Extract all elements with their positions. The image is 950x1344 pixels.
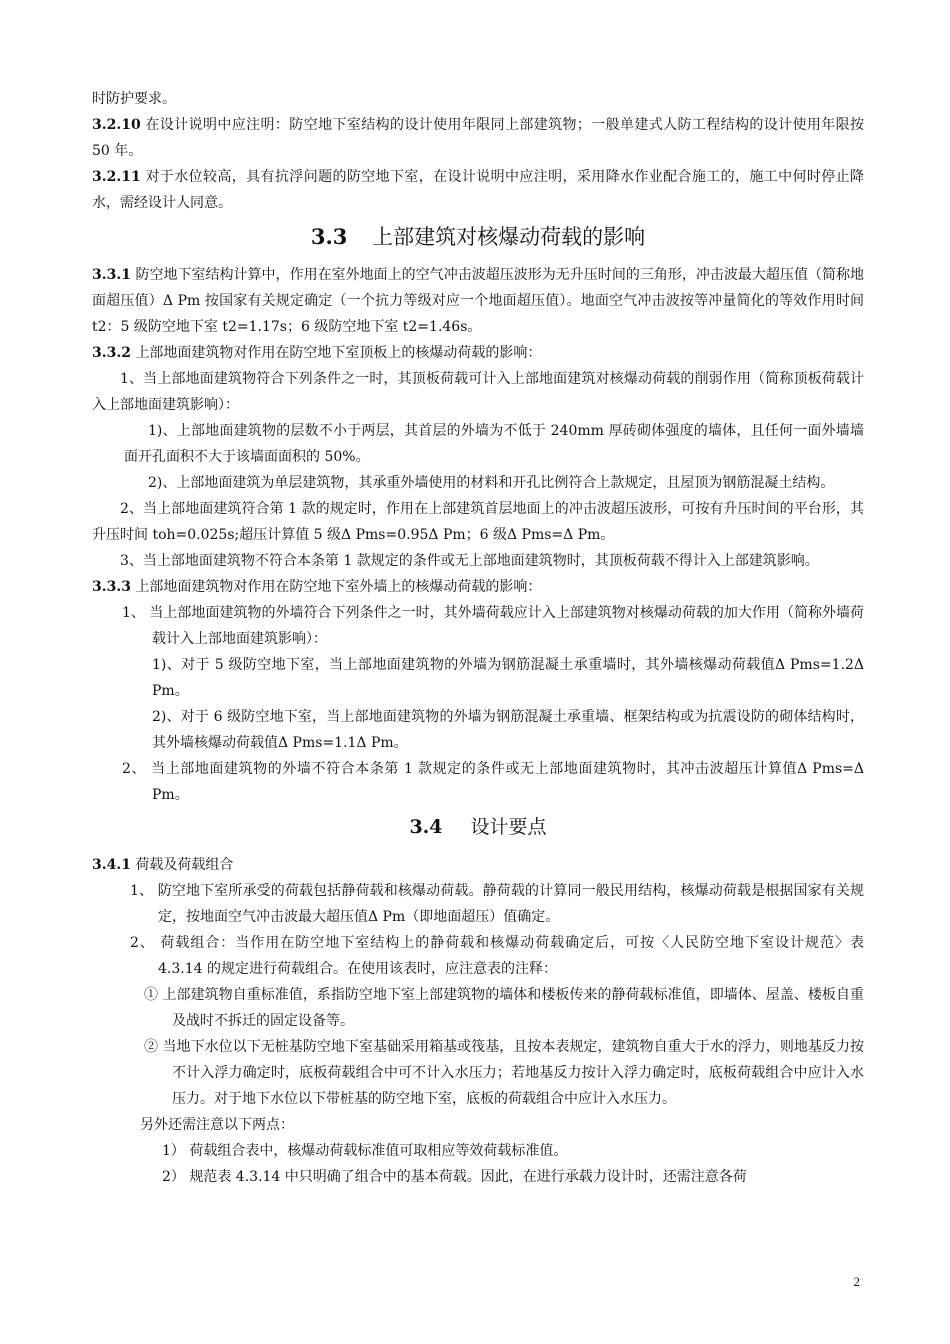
note-intro: 另外还需注意以下两点： bbox=[140, 1117, 294, 1133]
list-subitem: ① 上部建筑物自重标准值，系指防空地下室上部建筑物的墙体和楼板传来的静荷载标准值，即墙体、屋盖、楼板自重及战时不拆迁的固定设备等。 bbox=[144, 987, 864, 1029]
list-subitem: 1） 荷载组合表中，核爆动荷载标准值可取相应等效荷载标准值。 bbox=[162, 1143, 568, 1159]
clause-text: 对于水位较高，具有抗浮问题的防空地下室，在设计说明中应注明，采用降水作业配合施工的，施工中何时停止降水，需经设计人同意。 bbox=[92, 169, 864, 211]
section-title: 设计要点 bbox=[470, 816, 547, 838]
list-item: 2、 荷载组合：当作用在防空地下室结构上的静荷载和核爆动荷载确定后，可按〈人民防空地下室设计规范〉表 4.3.14 的规定进行荷载组合。在使用该表时，应注意表的注释： bbox=[130, 935, 864, 977]
document-page bbox=[92, 86, 864, 1190]
page-number: 2 bbox=[853, 1274, 860, 1289]
list-subitem: 2)、对于 6 级防空地下室，当上部地面建筑物的外墙为钢筋混凝土承重墙、框架结构或为抗震设防的砌体结构时，其外墙核爆动荷载值Δ Pms=1.1Δ Pm。 bbox=[152, 709, 864, 751]
list-subitem: 2)、上部地面建筑为单层建筑物，其承重外墙使用的材料和开孔比例符合上款规定，且屋顶为钢筋混凝土结构。 bbox=[148, 475, 835, 491]
clause-title: 荷载及荷载组合 bbox=[135, 857, 234, 873]
clause-text: 防空地下室结构计算中，作用在室外地面上的空气冲击波超压波形为无升压时间的三角形，冲击波最大超压值（简称地面超压值）Δ Pm 按国家有关规定确定（一个抗力等级对应一个地面超压值）。地面空气冲击波按等冲量简化的等效作用时间 t2：5 级防空地下室 t2=1.17s；6 级防空地下室 t2=1.46s。 bbox=[92, 267, 865, 335]
clause-text: 在设计说明中应注明：防空地下室结构的设计使用年限同上部建筑物；一般单建式人防工程结构的设计使用年限按 50 年。 bbox=[92, 117, 864, 159]
clause-3-2-11 bbox=[92, 164, 864, 216]
list-subitem: 1)、对于 5 级防空地下室，当上部地面建筑物的外墙为钢筋混凝土承重墙时，其外墙核爆动荷载值Δ Pms=1.2Δ Pm。 bbox=[152, 657, 864, 699]
list-subitem: ② 当地下水位以下无桩基防空地下室基础采用箱基或筏基，且按本表规定，建筑物自重大于水的浮力，则地基反力按不计入浮力确定时，底板荷载组合中可不计入水压力；若地基反力按计入浮力确定时，底板荷载组合中应计入水压力。对于地下水位以下带桩基的防空地下室，底板的荷载组合中应计入水压力。 bbox=[144, 1039, 864, 1107]
section-number: 3.4 bbox=[409, 816, 443, 838]
clause-number: 3.2.11 bbox=[92, 169, 141, 185]
clause-3-3-3 bbox=[92, 574, 864, 600]
clause-number: 3.3.3 bbox=[92, 579, 131, 595]
clause-number: 3.3.2 bbox=[92, 345, 131, 361]
list-subitem: 1)、上部地面建筑物的层数不小于两层，其首层的外墙为不低于 240mm 厚砖砌体强度的墙体，且任何一面外墙墙面开孔面积不大于该墙面面积的 50%。 bbox=[124, 423, 864, 465]
paragraph-continuation: 时防护要求。 bbox=[92, 91, 176, 107]
section-title: 上部建筑对核爆动荷载的影响 bbox=[372, 225, 646, 249]
list-item: 3、当上部地面建筑物不符合本条第 1 款规定的条件或无上部地面建筑物时，其顶板荷载不得计入上部建筑影响。 bbox=[120, 553, 819, 569]
clause-number: 3.4.1 bbox=[92, 857, 131, 873]
clause-number: 3.2.10 bbox=[92, 117, 141, 133]
section-number: 3.3 bbox=[310, 224, 348, 249]
list-item: 1、 当上部地面建筑物的外墙符合下列条件之一时，其外墙荷载应计入上部建筑物对核爆动荷载的加大作用（简称外墙荷载计入上部地面建筑影响）： bbox=[122, 605, 864, 647]
clause-title: 上部地面建筑物对作用在防空地下室外墙上的核爆动荷载的影响： bbox=[135, 579, 542, 595]
clause-3-2-10 bbox=[92, 112, 864, 164]
section-heading-3-4 bbox=[92, 812, 864, 842]
clause-3-3-1 bbox=[92, 262, 864, 340]
clause-number: 3.3.1 bbox=[92, 267, 131, 283]
clause-3-4-1 bbox=[92, 852, 864, 878]
list-subitem: 2） 规范表 4.3.14 中只明确了组合中的基本荷载。因此，在进行承载力设计时，还需注意各荷 bbox=[162, 1169, 747, 1185]
clause-3-3-2 bbox=[92, 340, 864, 366]
section-heading-3-3 bbox=[92, 222, 864, 252]
list-item: 1、当上部地面建筑物符合下列条件之一时，其顶板荷载可计入上部地面建筑对核爆动荷载的削弱作用（简称顶板荷载计入上部地面建筑影响）： bbox=[92, 371, 864, 413]
list-item: 1、 防空地下室所承受的荷载包括静荷载和核爆动荷载。静荷载的计算同一般民用结构，核爆动荷载是根据国家有关规定，按地面空气冲击波最大超压值Δ Pm（即地面超压）值确定。 bbox=[130, 883, 864, 925]
list-item: 2、当上部地面建筑符合第 1 款的规定时，作用在上部建筑首层地面上的冲击波超压波形，可按有升压时间的平台形，其升压时间 toh=0.025s;超压计算值 5 级Δ Pms=0.95Δ Pm；6 级Δ Pms=Δ Pm。 bbox=[92, 501, 864, 543]
clause-title: 上部地面建筑物对作用在防空地下室顶板上的核爆动荷载的影响： bbox=[135, 345, 542, 361]
list-item: 2、 当上部地面建筑物的外墙不符合本条第 1 款规定的条件或无上部地面建筑物时，其冲击波超压计算值Δ Pms=Δ Pm。 bbox=[122, 761, 864, 803]
